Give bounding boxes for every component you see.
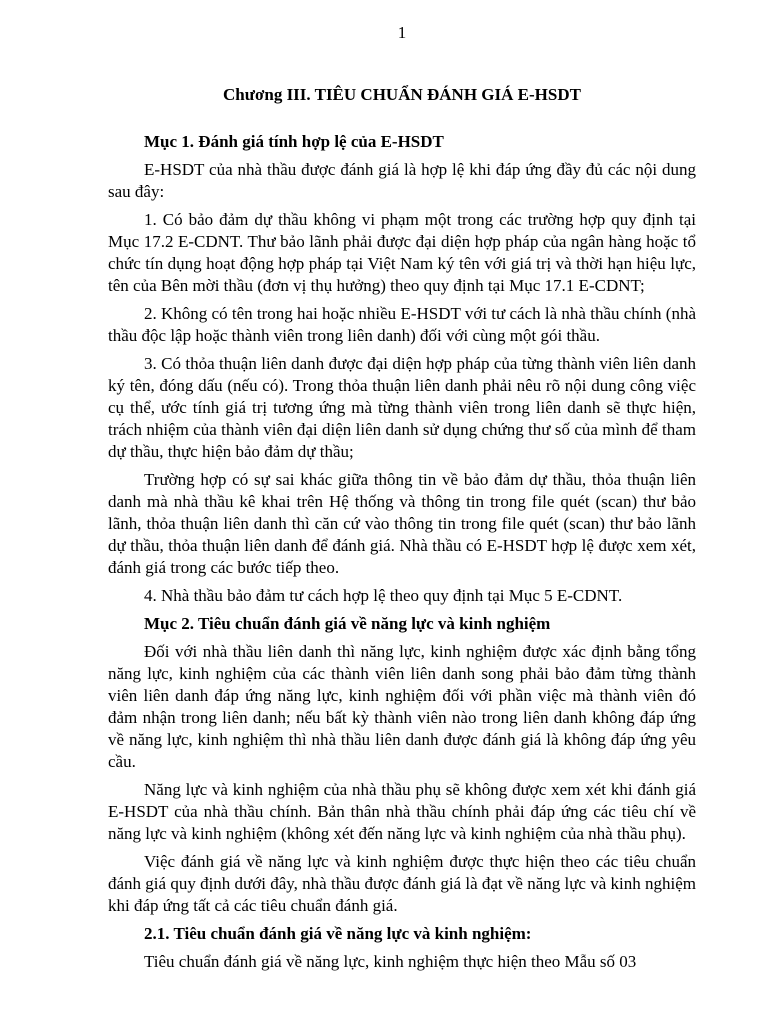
page-number: 1 [397,23,407,42]
section-2-1 [108,923,696,973]
paragraph: 1. Có bảo đảm dự thầu không vi phạm một trong các trường hợp quy định tại Mục 17.2 E-CDNT. Thư bảo lãnh phải được đại diện hợp pháp của ngân hàng hoặc tổ chức tín dụng hoạt động hợp pháp tại Việt Nam ký tên với giá trị và thời hạn hiệu lực, tên của Bên mời thầu (đơn vị thụ hưởng) theo quy định tại Mục 17.1 E-CDNT; [108,210,696,295]
section-heading: Mục 2. Tiêu chuẩn đánh giá về năng lực và kinh nghiệm [144,614,551,633]
paragraph: 4. Nhà thầu bảo đảm tư cách hợp lệ theo quy định tại Mục 5 E-CDNT. [144,586,623,605]
paragraph: Trường hợp có sự sai khác giữa thông tin về bảo đảm dự thầu, thỏa thuận liên danh mà nhà thầu kê khai trên Hệ thống và thông tin trong file quét (scan) thư bảo lãnh, thỏa thuận liên danh thì căn cứ vào thông tin trong file quét (scan) thư bảo lãnh dự thầu, thỏa thuận liên danh để đánh giá. Nhà thầu có E-HSDT hợp lệ được xem xét, đánh giá trong các bước tiếp theo. [108,470,696,577]
paragraph: 3. Có thỏa thuận liên danh được đại diện hợp pháp của từng thành viên liên danh ký tên, đóng dấu (nếu có). Trong thỏa thuận liên danh phải nêu rõ nội dung công việc cụ thể, ước tính giá trị tương ứng mà từng thành viên trong liên danh sẽ thực hiện, trách nhiệm của thành viên đại diện liên danh sử dụng chứng thư số của mình để tham dự thầu, thực hiện bảo đảm dự thầu; [108,354,696,461]
paragraph: Năng lực và kinh nghiệm của nhà thầu phụ sẽ không được xem xét khi đánh giá E-HSDT của nhà thầu chính. Bản thân nhà thầu chính phải đáp ứng các tiêu chí về năng lực và kinh nghiệm (không xét đến năng lực và kinh nghiệm của nhà thầu phụ). [108,780,696,843]
section-heading: Mục 1. Đánh giá tính hợp lệ của E-HSDT [144,132,444,151]
chapter-title: Chương III. TIÊU CHUẨN ĐÁNH GIÁ E-HSDT [223,85,581,104]
section-2 [108,613,696,917]
paragraph: E-HSDT của nhà thầu được đánh giá là hợp lệ khi đáp ứng đầy đủ các nội dung sau đây: [108,160,696,201]
paragraph: Việc đánh giá về năng lực và kinh nghiệm được thực hiện theo các tiêu chuẩn đánh giá quy định dưới đây, nhà thầu được đánh giá là đạt về năng lực và kinh nghiệm khi đáp ứng tất cả các tiêu chuẩn đánh giá. [108,852,696,915]
paragraph: Đối với nhà thầu liên danh thì năng lực, kinh nghiệm được xác định bằng tổng năng lực, kinh nghiệm của các thành viên liên danh song phải bảo đảm từng thành viên liên danh đáp ứng năng lực, kinh nghiệm đối với phần việc mà thành viên đó đảm nhận trong liên danh; nếu bất kỳ thành viên nào trong liên danh không đáp ứng về năng lực, kinh nghiệm thì nhà thầu liên danh được đánh giá là không đáp ứng yêu cầu. [108,642,696,771]
section-heading: 2.1. Tiêu chuẩn đánh giá về năng lực và kinh nghiệm: [144,924,532,943]
section-1 [108,131,696,607]
paragraph: Tiêu chuẩn đánh giá về năng lực, kinh nghiệm thực hiện theo Mẫu số 03 [144,952,637,971]
paragraph: 2. Không có tên trong hai hoặc nhiều E-HSDT với tư cách là nhà thầu chính (nhà thầu độc lập hoặc thành viên trong liên danh) đối với cùng một gói thầu. [108,304,696,345]
